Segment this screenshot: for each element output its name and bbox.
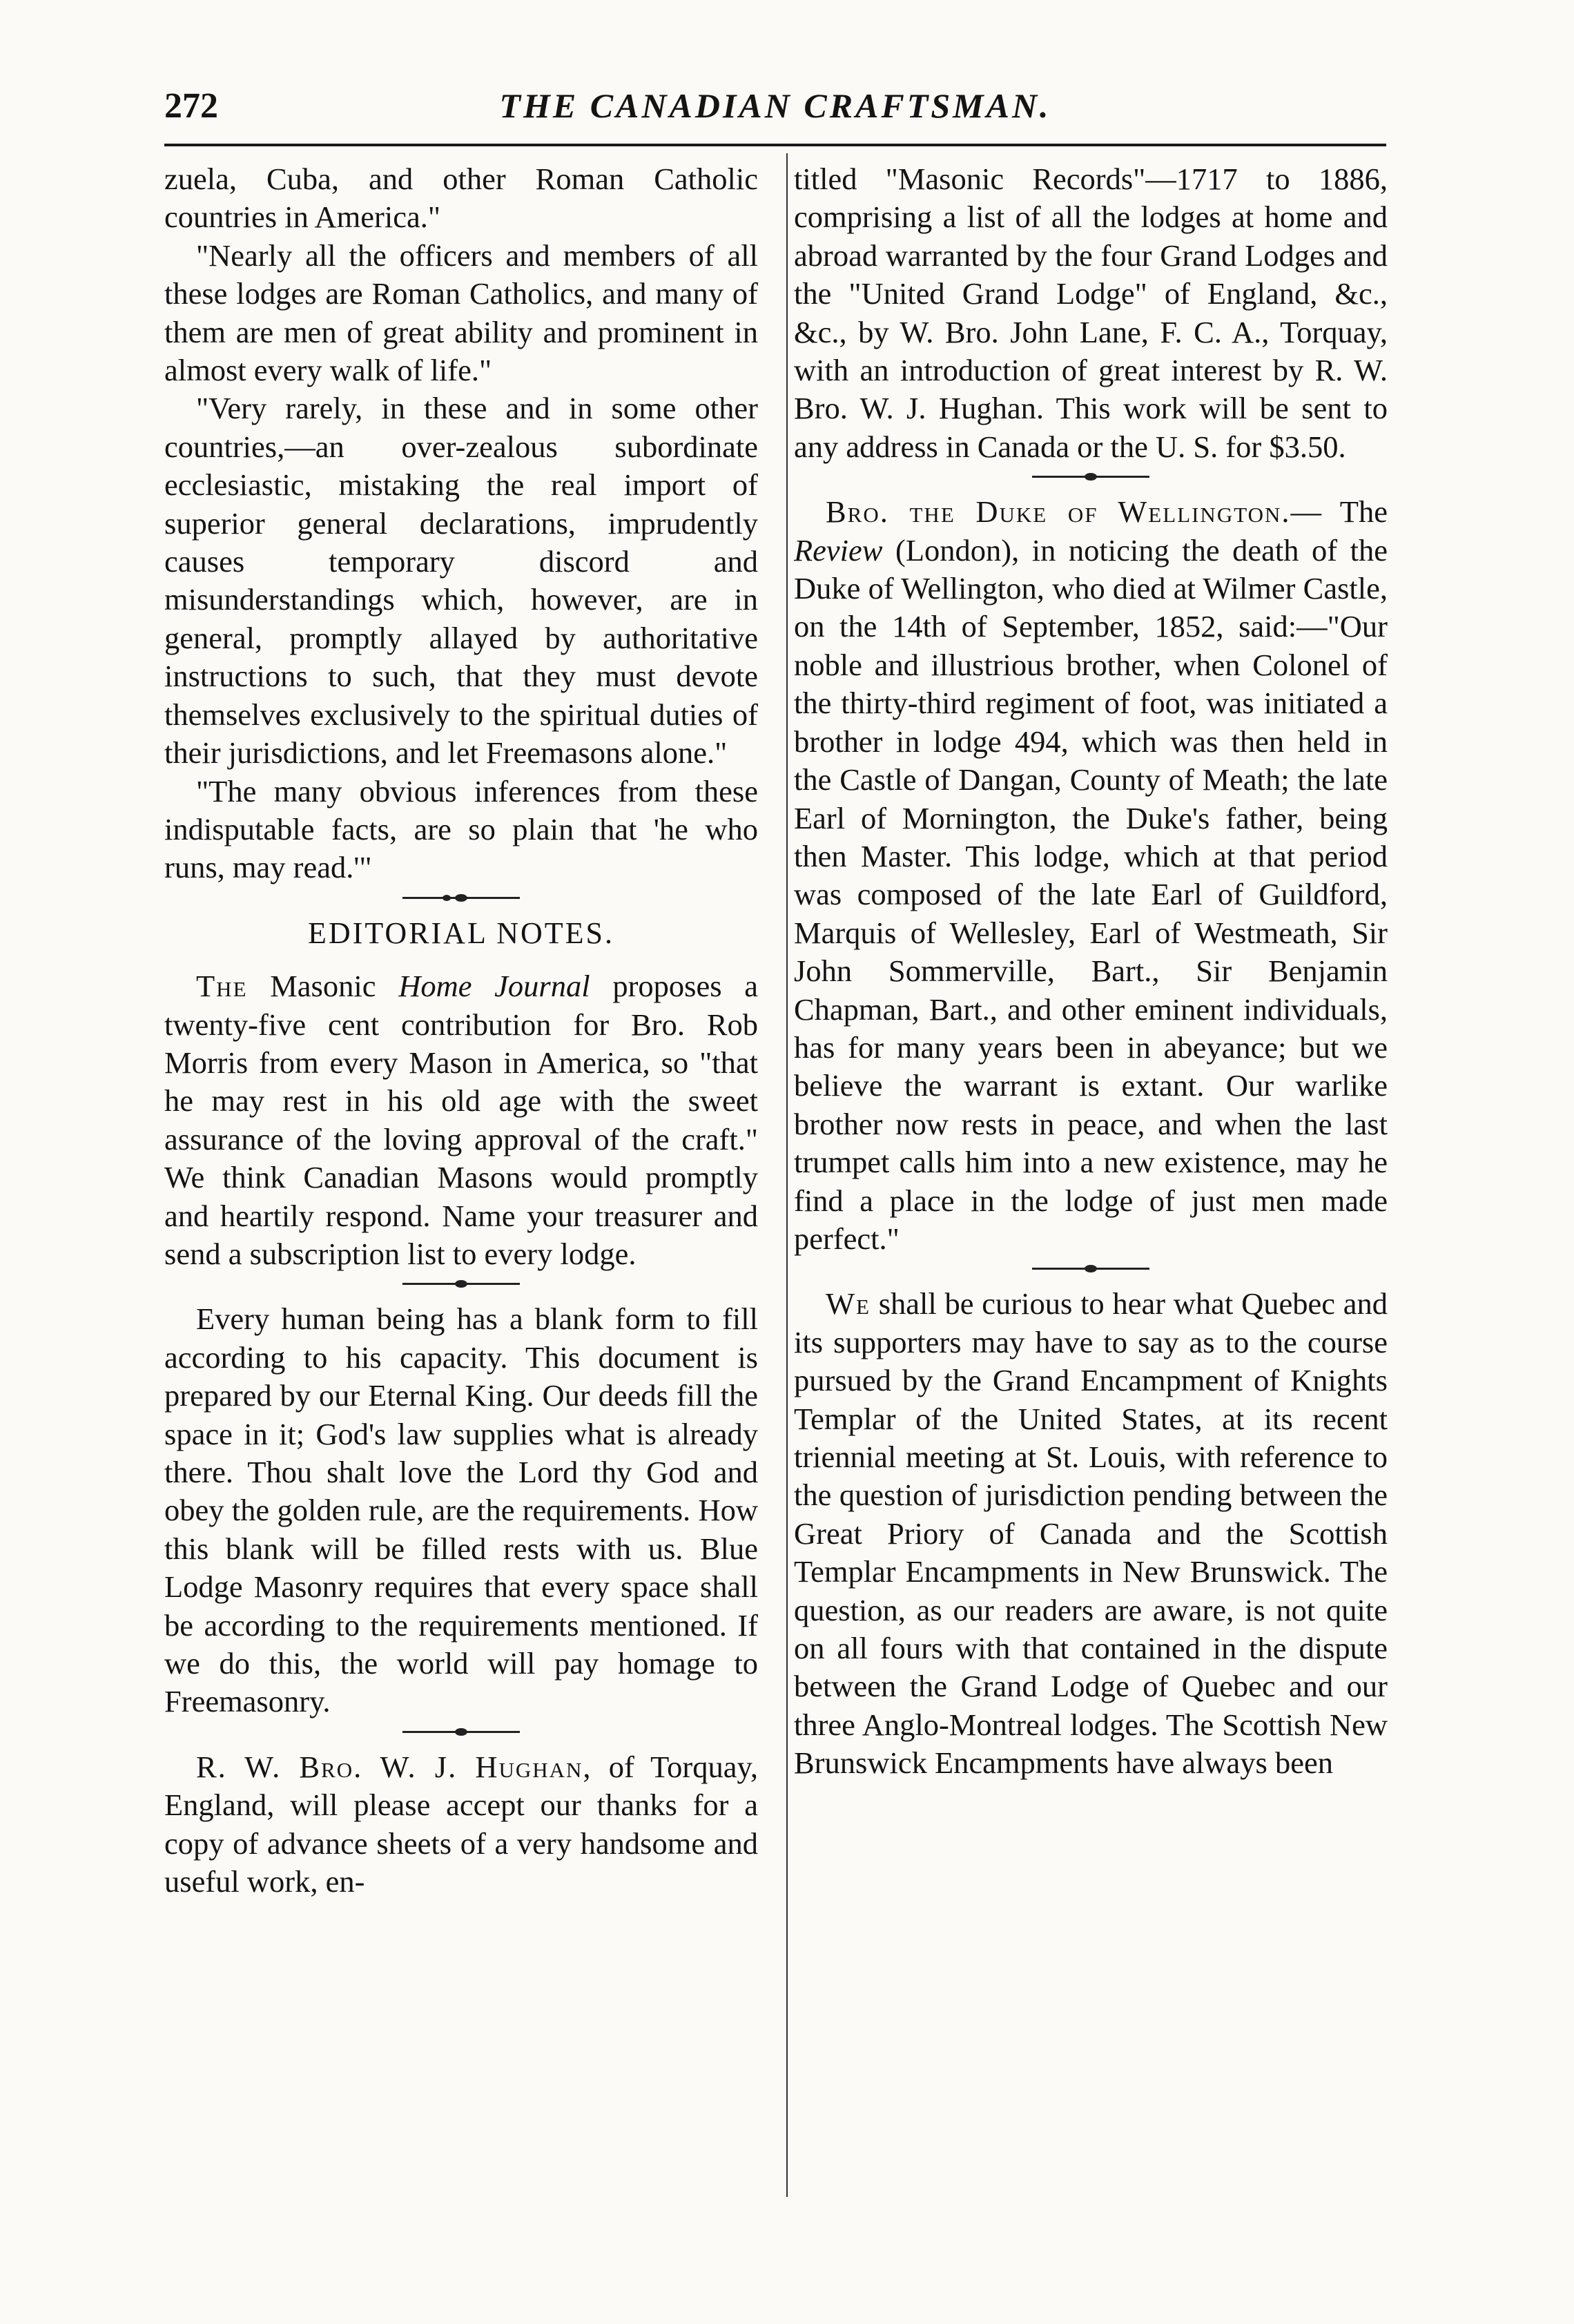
left-column <box>164 160 758 1901</box>
paragraph: "Nearly all the officers and members of all these lodges are Roman Catholics, and many of them are men of great ability and prominent in almost every walk of life." <box>164 238 758 388</box>
column-divider <box>786 153 788 2197</box>
section-heading: EDITORIAL NOTES. <box>308 916 614 950</box>
paragraph <box>164 967 758 1273</box>
paragraph <box>794 493 1388 1258</box>
paragraph-text: of Torquay, England, will please accept our thanks for a copy of advance sheets of a very handsome and useful work, en- <box>164 1749 758 1899</box>
right-column <box>794 160 1388 1783</box>
lead-word: We <box>826 1286 871 1321</box>
paragraph: zuela, Cuba, and other Roman Catholic countries in America." <box>164 162 758 235</box>
paragraph: "Very rarely, in these and in some other countries,—an over-zealous subordinate ecclesiastic, mistaking the real import of superior general declarations, imprudently causes temporary discord and misunderstandings which, however, are in general, promptly allayed by authoritative instructions to such, that they must devote themselves exclusively to the spiritual duties of their jurisdictions, and let Freemasons alone." <box>164 391 758 771</box>
paragraph-text: shall be curious to hear what Quebec and its supporters may have to say as to the course pursued by the Grand Encampment of Knights Templar of the United States, at its recent triennial meeting at St. Louis, with reference to the question of jurisdiction pending between the Great Priory of Canada and the Scottish Templar Encampments in New Brunswick. The question, as our readers are aware, is not quite on all fours with that contained in the dispute between the Grand Lodge of Quebec and our three Anglo-Montreal lodges. The Scottish New Brunswick Encampments have always been <box>794 1286 1388 1781</box>
paragraph-text: — The <box>1290 494 1388 530</box>
separator-rule <box>1032 1268 1149 1270</box>
publication-title: Review <box>794 532 883 568</box>
paragraph-text: (London), in noticing the death of the Duke of Wellington, who died at Wilmer Castle, on the 14th of September, 1852, said:—"Our noble and illustrious brother, when Colonel of the thirty-third regiment of foot, was initiated a brother in lodge 494, which was then held in the Castle of Dangan, County of Meath; the late Earl of Mornington, the Duke's father, being then Master. This lodge, which at that period was composed of the late Earl of Guildford, Marquis of Wellesley, Earl of Westmeath, Sir John Sommerville, Bart., Sir Benjamin Chapman, Bart., and other eminent individuals, has for many years been in abeyance; but we believe the warrant is extant. Our warlike brother now rests in peace, and when the last trumpet calls him into a new existence, may he find a place in the lodge of just men made perfect." <box>794 532 1388 1256</box>
separator-rule <box>402 897 520 899</box>
lead-name: R. W. Bro. W. J. Hughan, <box>196 1749 592 1784</box>
paragraph <box>794 1285 1388 1782</box>
paragraph-text: Masonic <box>247 969 399 1004</box>
publication-title: Home Journal <box>398 969 590 1004</box>
separator-rule <box>402 1731 520 1733</box>
paragraph: "The many obvious inferences from these indisputable facts, are so plain that 'he who runs, may read.'" <box>164 773 758 885</box>
paragraph: titled "Masonic Records"—1717 to 1886, comprising a list of all the lodges at home and abroad warranted by the four Grand Lodges and the "United Grand Lodge" of England, &c., &c., by W. Bro. John Lane, F. C. A., Torquay, with an introduction of great interest by R. W. Bro. W. J. Hughan. This work will be sent to any address in Canada or the U. S. for $3.50. <box>794 162 1388 464</box>
separator-rule <box>402 1283 520 1285</box>
paragraph <box>164 1748 758 1901</box>
paragraph: Every human being has a blank form to fill according to his capacity. This document is prepared by our Eternal King. Our deeds fill the space in it; God's law supplies what is already there. Thou shalt love the Lord thy God and obey the golden rule, are the requirements. How this blank will be filled rests with us. Blue Lodge Masonry requires that every space shall be according to the requirements mentioned. If we do this, the world will pay homage to Freemasonry. <box>164 1301 758 1719</box>
page-number: 272 <box>164 86 218 126</box>
lead-title: Bro. the Duke of Wellington. <box>826 494 1291 530</box>
page-header <box>164 81 1386 137</box>
running-title: THE CANADIAN CRAFTSMAN. <box>499 86 1051 125</box>
lead-word: The <box>196 969 248 1004</box>
paragraph-text: proposes a twenty-five cent contribution for Bro. Rob Morris from every Mason in America, so "that he may rest in his old age with the sweet assurance of the loving approval of the craft." We think Canadian Masons would promptly and heartily respond. Name your treasurer and send a subscription list to every lodge. <box>164 969 758 1271</box>
separator-rule <box>1032 476 1149 478</box>
header-rule <box>164 144 1386 146</box>
